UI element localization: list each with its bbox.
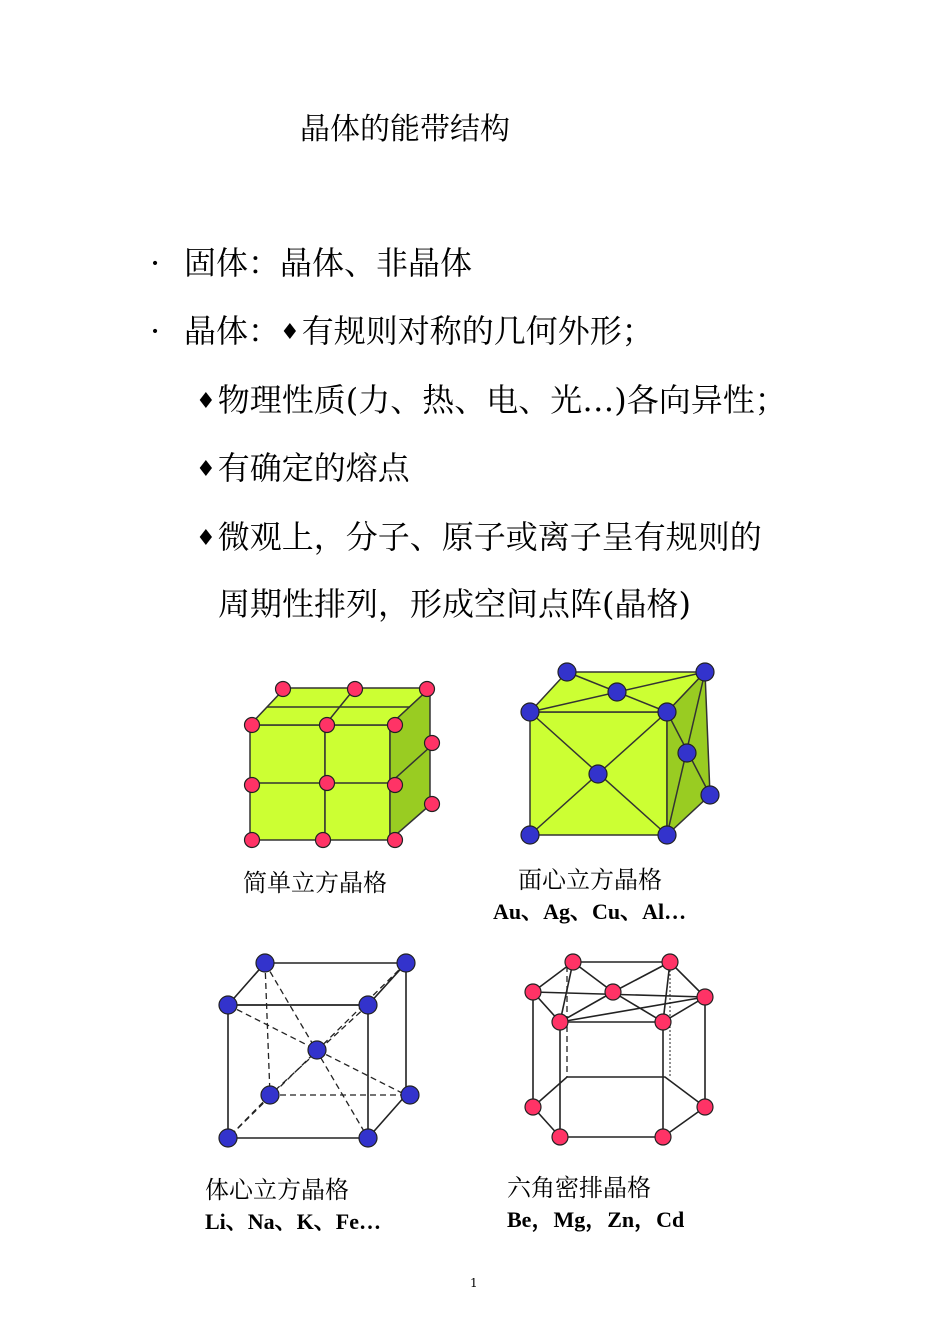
atoms-red bbox=[525, 954, 713, 1145]
cube-body bbox=[250, 688, 430, 840]
sub-item-text: 有确定的熔点 bbox=[217, 449, 410, 487]
diamond-icon: ♦ bbox=[196, 457, 216, 482]
bcc-figure bbox=[213, 950, 428, 1150]
simple-cubic-figure bbox=[235, 670, 445, 855]
bullet-text: 固体：晶体、非晶体 bbox=[184, 244, 473, 282]
bullet-solids bbox=[150, 243, 472, 283]
sub-item-text: 物理性质(力、热、电、光…)各向异性； bbox=[217, 381, 787, 419]
caption-bcc: 体心立方晶格 bbox=[205, 1176, 349, 1204]
hcp-figure bbox=[515, 952, 720, 1152]
sub-item-microscopic bbox=[196, 517, 762, 559]
diamond-icon: ♦ bbox=[280, 320, 300, 345]
elements-fcc: Au、Ag、Cu、Al… bbox=[493, 899, 687, 924]
fcc-figure bbox=[512, 660, 727, 850]
elements-hcp: Be，Mg，Zn，Cd bbox=[507, 1207, 685, 1232]
diamond-icon: ♦ bbox=[196, 526, 216, 551]
caption-fcc: 面心立方晶格 bbox=[518, 866, 662, 894]
bullet-prefix: 晶体： bbox=[184, 312, 281, 350]
page-number: 1 bbox=[470, 1276, 478, 1290]
bullet-dot: · bbox=[150, 244, 161, 282]
bullet-crystal bbox=[150, 311, 654, 353]
bullet-text: 有规则对称的几何外形； bbox=[301, 312, 654, 350]
sub-item-text: 微观上，分子、原子或离子呈有规则的 bbox=[217, 518, 762, 556]
elements-bcc: Li、Na、K、Fe… bbox=[205, 1209, 381, 1234]
sub-item-anisotropy bbox=[196, 380, 787, 422]
sub-item-melting-point bbox=[196, 448, 410, 490]
bullet-dot: · bbox=[150, 312, 161, 350]
caption-simple-cubic: 简单立方晶格 bbox=[243, 869, 387, 897]
sub-item-text: 周期性排列，形成空间点阵(晶格) bbox=[218, 585, 691, 623]
diamond-icon: ♦ bbox=[196, 389, 216, 414]
caption-hcp: 六角密排晶格 bbox=[507, 1174, 651, 1202]
page-title: 晶体的能带结构 bbox=[300, 112, 510, 147]
sub-item-continuation bbox=[218, 584, 691, 624]
